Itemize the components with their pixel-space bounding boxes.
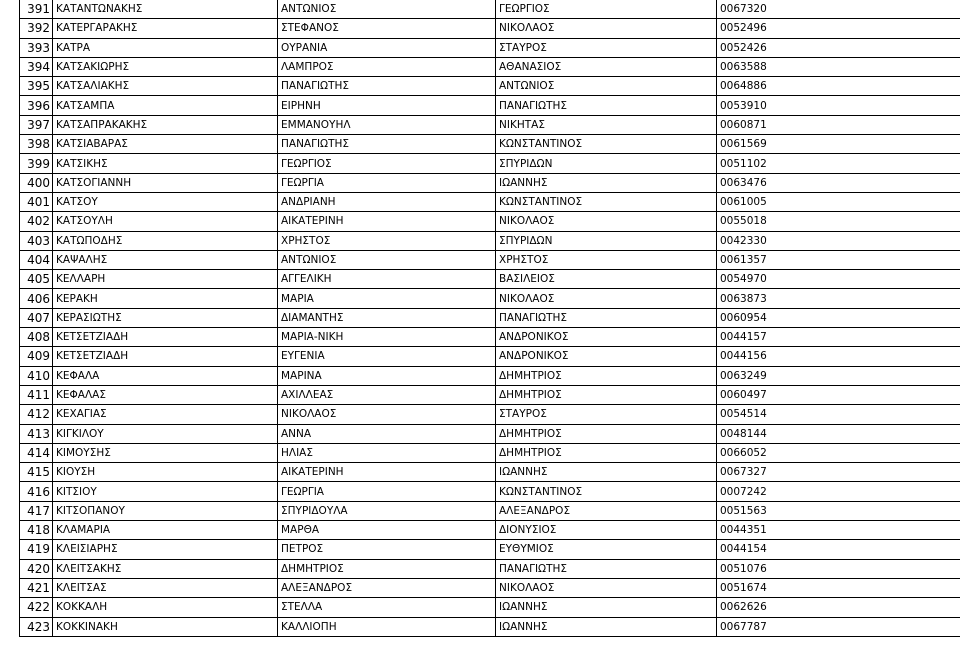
table-row: [20, 347, 960, 366]
code-cell: 0060954: [717, 308, 960, 327]
table-row: [20, 192, 960, 211]
father-name-cell: ΔΗΜΗΤΡΙΟΣ: [496, 443, 717, 462]
father-name-cell: ΝΙΚΟΛΑΟΣ: [496, 19, 717, 38]
first-name-cell: ΠΕΤΡΟΣ: [278, 540, 496, 559]
row-number: 398: [20, 135, 53, 154]
row-number: 417: [20, 501, 53, 520]
records-table: [19, 0, 960, 637]
first-name-cell: ΓΕΩΡΓΙΑ: [278, 173, 496, 192]
row-number: 419: [20, 540, 53, 559]
table-row: [20, 0, 960, 19]
first-name-cell: ΚΑΛΛΙΟΠΗ: [278, 617, 496, 636]
row-number: 397: [20, 115, 53, 134]
father-name-cell: ΑΝΔΡΟΝΙΚΟΣ: [496, 328, 717, 347]
first-name-cell: ΗΛΙΑΣ: [278, 443, 496, 462]
row-number: 420: [20, 559, 53, 578]
father-name-cell: ΚΩΝΣΤΑΝΤΙΝΟΣ: [496, 135, 717, 154]
first-name-cell: ΧΡΗΣΤΟΣ: [278, 231, 496, 250]
first-name-cell: ΑΝΤΩΝΙΟΣ: [278, 250, 496, 269]
father-name-cell: ΧΡΗΣΤΟΣ: [496, 250, 717, 269]
row-number: 415: [20, 463, 53, 482]
surname-cell: ΚΕΛΛΑΡΗ: [53, 270, 278, 289]
row-number: 394: [20, 57, 53, 76]
code-cell: 0062626: [717, 598, 960, 617]
row-number: 418: [20, 521, 53, 540]
father-name-cell: ΠΑΝΑΓΙΩΤΗΣ: [496, 559, 717, 578]
father-name-cell: ΕΥΘΥΜΙΟΣ: [496, 540, 717, 559]
father-name-cell: ΙΩΑΝΝΗΣ: [496, 617, 717, 636]
father-name-cell: ΔΗΜΗΤΡΙΟΣ: [496, 366, 717, 385]
row-number: 401: [20, 192, 53, 211]
code-cell: 0054970: [717, 270, 960, 289]
surname-cell: ΚΟΚΚΙΝΑΚΗ: [53, 617, 278, 636]
table-row: [20, 617, 960, 636]
surname-cell: ΚΑΤΣΙΚΗΣ: [53, 154, 278, 173]
row-number: 396: [20, 96, 53, 115]
row-number: 395: [20, 77, 53, 96]
code-cell: 0048144: [717, 424, 960, 443]
first-name-cell: ΟΥΡΑΝΙΑ: [278, 38, 496, 57]
surname-cell: ΚΑΤΩΠΟΔΗΣ: [53, 231, 278, 250]
table-row: [20, 77, 960, 96]
first-name-cell: ΜΑΡΙΝΑ: [278, 366, 496, 385]
first-name-cell: ΑΝΔΡΙΑΝΗ: [278, 192, 496, 211]
first-name-cell: ΜΑΡΙΑ-ΝΙΚΗ: [278, 328, 496, 347]
surname-cell: ΚΙΟΥΣΗ: [53, 463, 278, 482]
father-name-cell: ΓΕΩΡΓΙΟΣ: [496, 0, 717, 19]
first-name-cell: ΓΕΩΡΓΙΑ: [278, 482, 496, 501]
table-row: [20, 521, 960, 540]
table-row: [20, 424, 960, 443]
table-row: [20, 115, 960, 134]
code-cell: 0067787: [717, 617, 960, 636]
row-number: 403: [20, 231, 53, 250]
father-name-cell: ΝΙΚΟΛΑΟΣ: [496, 212, 717, 231]
table-row: [20, 308, 960, 327]
father-name-cell: ΠΑΝΑΓΙΩΤΗΣ: [496, 308, 717, 327]
table-row: [20, 38, 960, 57]
row-number: 404: [20, 250, 53, 269]
row-number: 400: [20, 173, 53, 192]
first-name-cell: ΣΤΕΛΛΑ: [278, 598, 496, 617]
surname-cell: ΚΙΜΟΥΣΗΣ: [53, 443, 278, 462]
first-name-cell: ΝΙΚΟΛΑΟΣ: [278, 405, 496, 424]
code-cell: 0044351: [717, 521, 960, 540]
code-cell: 0044154: [717, 540, 960, 559]
surname-cell: ΚΕΤΣΕΤΖΙΑΔΗ: [53, 328, 278, 347]
first-name-cell: ΑΧΙΛΛΕΑΣ: [278, 385, 496, 404]
table-row: [20, 135, 960, 154]
table-row: [20, 154, 960, 173]
code-cell: 0051674: [717, 578, 960, 597]
table-row: [20, 57, 960, 76]
code-cell: 0051076: [717, 559, 960, 578]
father-name-cell: ΠΑΝΑΓΙΩΤΗΣ: [496, 96, 717, 115]
surname-cell: ΚΑΤΣΟΓΙΑΝΝΗ: [53, 173, 278, 192]
father-name-cell: ΑΝΔΡΟΝΙΚΟΣ: [496, 347, 717, 366]
code-cell: 0042330: [717, 231, 960, 250]
surname-cell: ΚΑΤΣΑΜΠΑ: [53, 96, 278, 115]
table-row: [20, 540, 960, 559]
father-name-cell: ΣΤΑΥΡΟΣ: [496, 38, 717, 57]
first-name-cell: ΜΑΡΘΑ: [278, 521, 496, 540]
row-number: 414: [20, 443, 53, 462]
surname-cell: ΚΑΤΡΑ: [53, 38, 278, 57]
first-name-cell: ΔΗΜΗΤΡΙΟΣ: [278, 559, 496, 578]
row-number: 411: [20, 385, 53, 404]
first-name-cell: ΜΑΡΙΑ: [278, 289, 496, 308]
first-name-cell: ΑΓΓΕΛΙΚΗ: [278, 270, 496, 289]
first-name-cell: ΓΕΩΡΓΙΟΣ: [278, 154, 496, 173]
first-name-cell: ΕΥΓΕΝΙΑ: [278, 347, 496, 366]
table-row: [20, 463, 960, 482]
row-number: 407: [20, 308, 53, 327]
table-row: [20, 405, 960, 424]
table-row: [20, 559, 960, 578]
surname-cell: ΚΑΤΣΟΥ: [53, 192, 278, 211]
surname-cell: ΚΑΨΑΛΗΣ: [53, 250, 278, 269]
surname-cell: ΚΑΤΣΙΑΒΑΡΑΣ: [53, 135, 278, 154]
father-name-cell: ΣΠΥΡΙΔΩΝ: [496, 231, 717, 250]
code-cell: 0061357: [717, 250, 960, 269]
table-row: [20, 578, 960, 597]
father-name-cell: ΔΙΟΝΥΣΙΟΣ: [496, 521, 717, 540]
row-number: 413: [20, 424, 53, 443]
first-name-cell: ΣΠΥΡΙΔΟΥΛΑ: [278, 501, 496, 520]
surname-cell: ΚΛΑΜΑΡΙΑ: [53, 521, 278, 540]
first-name-cell: ΠΑΝΑΓΙΩΤΗΣ: [278, 77, 496, 96]
first-name-cell: ΔΙΑΜΑΝΤΗΣ: [278, 308, 496, 327]
row-number: 405: [20, 270, 53, 289]
father-name-cell: ΑΘΑΝΑΣΙΟΣ: [496, 57, 717, 76]
code-cell: 0055018: [717, 212, 960, 231]
father-name-cell: ΑΛΕΞΑΝΔΡΟΣ: [496, 501, 717, 520]
surname-cell: ΚΑΤΣΑΛΙΑΚΗΣ: [53, 77, 278, 96]
father-name-cell: ΝΙΚΗΤΑΣ: [496, 115, 717, 134]
table-row: [20, 598, 960, 617]
code-cell: 0060497: [717, 385, 960, 404]
row-number: 422: [20, 598, 53, 617]
father-name-cell: ΒΑΣΙΛΕΙΟΣ: [496, 270, 717, 289]
code-cell: 0052496: [717, 19, 960, 38]
first-name-cell: ΕΜΜΑΝΟΥΗΛ: [278, 115, 496, 134]
table-row: [20, 250, 960, 269]
code-cell: 0054514: [717, 405, 960, 424]
row-number: 423: [20, 617, 53, 636]
table-row: [20, 328, 960, 347]
code-cell: 0061569: [717, 135, 960, 154]
surname-cell: ΚΑΤΑΝΤΩΝΑΚΗΣ: [53, 0, 278, 19]
father-name-cell: ΝΙΚΟΛΑΟΣ: [496, 289, 717, 308]
code-cell: 0067320: [717, 0, 960, 19]
father-name-cell: ΙΩΑΝΝΗΣ: [496, 173, 717, 192]
table-row: [20, 482, 960, 501]
surname-cell: ΚΕΦΑΛΑΣ: [53, 385, 278, 404]
father-name-cell: ΙΩΑΝΝΗΣ: [496, 598, 717, 617]
row-number: 391: [20, 0, 53, 19]
code-cell: 0051563: [717, 501, 960, 520]
code-cell: 0044157: [717, 328, 960, 347]
father-name-cell: ΣΤΑΥΡΟΣ: [496, 405, 717, 424]
code-cell: 0063588: [717, 57, 960, 76]
father-name-cell: ΚΩΝΣΤΑΝΤΙΝΟΣ: [496, 482, 717, 501]
surname-cell: ΚΕΡΑΣΙΩΤΗΣ: [53, 308, 278, 327]
surname-cell: ΚΑΤΕΡΓΑΡΑΚΗΣ: [53, 19, 278, 38]
row-number: 421: [20, 578, 53, 597]
code-cell: 0063476: [717, 173, 960, 192]
first-name-cell: ΑΝΤΩΝΙΟΣ: [278, 0, 496, 19]
first-name-cell: ΑΙΚΑΤΕΡΙΝΗ: [278, 212, 496, 231]
father-name-cell: ΝΙΚΟΛΑΟΣ: [496, 578, 717, 597]
surname-cell: ΚΛΕΙΤΣΑΚΗΣ: [53, 559, 278, 578]
surname-cell: ΚΕΦΑΛΑ: [53, 366, 278, 385]
row-number: 402: [20, 212, 53, 231]
surname-cell: ΚΕΧΑΓΙΑΣ: [53, 405, 278, 424]
first-name-cell: ΛΑΜΠΡΟΣ: [278, 57, 496, 76]
surname-cell: ΚΙΓΚΙΛΟΥ: [53, 424, 278, 443]
code-cell: 0053910: [717, 96, 960, 115]
code-cell: 0064886: [717, 77, 960, 96]
table-row: [20, 289, 960, 308]
table-row: [20, 501, 960, 520]
code-cell: 0044156: [717, 347, 960, 366]
father-name-cell: ΔΗΜΗΤΡΙΟΣ: [496, 385, 717, 404]
first-name-cell: ΠΑΝΑΓΙΩΤΗΣ: [278, 135, 496, 154]
code-cell: 0052426: [717, 38, 960, 57]
table-row: [20, 173, 960, 192]
code-cell: 0067327: [717, 463, 960, 482]
table-row: [20, 366, 960, 385]
table-row: [20, 385, 960, 404]
first-name-cell: ΑΙΚΑΤΕΡΙΝΗ: [278, 463, 496, 482]
first-name-cell: ΑΝΝΑ: [278, 424, 496, 443]
table-row: [20, 443, 960, 462]
row-number: 409: [20, 347, 53, 366]
table-row: [20, 19, 960, 38]
row-number: 393: [20, 38, 53, 57]
surname-cell: ΚΙΤΣΙΟΥ: [53, 482, 278, 501]
surname-cell: ΚΛΕΙΣΙΑΡΗΣ: [53, 540, 278, 559]
surname-cell: ΚΑΤΣΑΚΙΩΡΗΣ: [53, 57, 278, 76]
father-name-cell: ΔΗΜΗΤΡΙΟΣ: [496, 424, 717, 443]
surname-cell: ΚΛΕΙΤΣΑΣ: [53, 578, 278, 597]
code-cell: 0051102: [717, 154, 960, 173]
row-number: 399: [20, 154, 53, 173]
table-row: [20, 270, 960, 289]
code-cell: 0060871: [717, 115, 960, 134]
first-name-cell: ΣΤΕΦΑΝΟΣ: [278, 19, 496, 38]
first-name-cell: ΑΛΕΞΑΝΔΡΟΣ: [278, 578, 496, 597]
row-number: 392: [20, 19, 53, 38]
row-number: 412: [20, 405, 53, 424]
row-number: 406: [20, 289, 53, 308]
father-name-cell: ΣΠΥΡΙΔΩΝ: [496, 154, 717, 173]
father-name-cell: ΚΩΝΣΤΑΝΤΙΝΟΣ: [496, 192, 717, 211]
surname-cell: ΚΙΤΣΟΠΑΝΟΥ: [53, 501, 278, 520]
code-cell: 0066052: [717, 443, 960, 462]
first-name-cell: ΕΙΡΗΝΗ: [278, 96, 496, 115]
code-cell: 0061005: [717, 192, 960, 211]
table-row: [20, 212, 960, 231]
father-name-cell: ΑΝΤΩΝΙΟΣ: [496, 77, 717, 96]
row-number: 408: [20, 328, 53, 347]
code-cell: 0063249: [717, 366, 960, 385]
row-number: 410: [20, 366, 53, 385]
table-row: [20, 96, 960, 115]
surname-cell: ΚΕΤΣΕΤΖΙΑΔΗ: [53, 347, 278, 366]
records-table-body: [20, 0, 960, 636]
table-row: [20, 231, 960, 250]
father-name-cell: ΙΩΑΝΝΗΣ: [496, 463, 717, 482]
code-cell: 0007242: [717, 482, 960, 501]
surname-cell: ΚΟΚΚΑΛΗ: [53, 598, 278, 617]
surname-cell: ΚΑΤΣΟΥΛΗ: [53, 212, 278, 231]
code-cell: 0063873: [717, 289, 960, 308]
surname-cell: ΚΑΤΣΑΠΡΑΚΑΚΗΣ: [53, 115, 278, 134]
row-number: 416: [20, 482, 53, 501]
surname-cell: ΚΕΡΑΚΗ: [53, 289, 278, 308]
